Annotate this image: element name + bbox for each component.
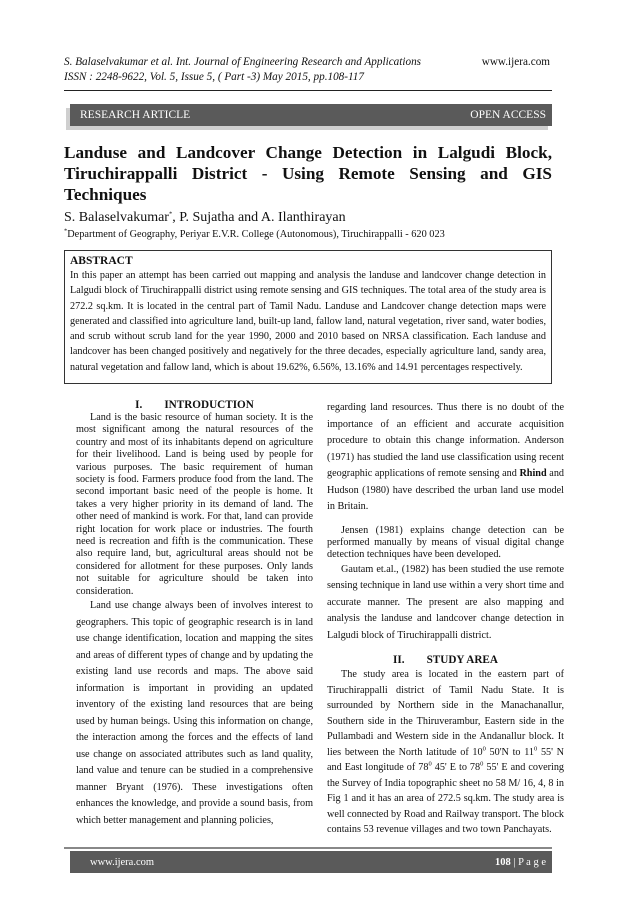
affiliation-mark: *: [64, 227, 68, 235]
introduction-heading: [76, 398, 313, 412]
cited-author-rhind: Rhind: [519, 468, 547, 479]
study-area-text-2: 50'N to 11: [489, 746, 534, 758]
article-type-banner: [70, 104, 552, 126]
paragraph-gap: [327, 516, 564, 525]
section-gap: [327, 644, 564, 653]
citation-line-2: ISSN : 2248-9622, Vol. 5, Issue 5, ( Part -3) May 2015, pp.108-117: [64, 71, 364, 83]
section-title: STUDY AREA: [426, 654, 498, 667]
page-number-value: 108: [495, 856, 511, 868]
study-area-heading: [327, 653, 564, 667]
degree-mark: 0: [428, 760, 432, 768]
intro-paragraph-4: Jensen (1981) explains change detection can be performed manually by means of visual digital change detection techniques have been developed.: [327, 524, 564, 561]
open-access-label: OPEN ACCESS: [470, 109, 546, 121]
left-column: [76, 398, 313, 829]
first-author: S. Balaselvakumar: [64, 210, 169, 225]
page-footer: [70, 851, 552, 873]
abstract-text: In this paper an attempt has been carried out mapping and analysis the landuse and landcover change detection in Lalgudi block of Tiruchirappalli district using remote sensing and GIS techniques. The total area of the study area is 272.2 sq.km. It is located in the central part of Tamil Nadu. Landuse and Landcover change detection maps were generated and classified into agriculture land, built-up land, fallow land, natural vegetation, river sand, water bodies, and scrub without scrub land for the year 1990, 2000 and 2010 based on NRSA classification. Each landuse and landcover has been changed positively and negatively for the three decades, especially agriculture land, sandy area, natural vegetation and fallow land, which is about 19.62%, 6.56%, 13.16% and 14.91 percentages respectively.: [70, 270, 546, 373]
paper-title: Landuse and Landcover Change Detection in Lalgudi Block, Tiruchirappalli District - Using Remote Sensing and GIS Techniques: [64, 143, 552, 204]
intro-paragraph-5: Gautam et.al., (1982) has been studied the use remote sensing technique in land use within a very short time and accurate manner. The present are also mapping and analysis the landuse and landcover change detection in Lalgudi block of Tiruchirappalli district.: [327, 563, 564, 641]
affiliation: [64, 229, 445, 240]
page-label: | P a g e: [513, 856, 546, 868]
study-area-text-5: 55' E and covering the Survey of India topographic sheet no 58 M/ 16, 4, 8 in Fig 1 and it has an area of 272.5 sq.km. The study area is well connected by Road and Railway transport. The block contains 53 revenue villages and two town Panchayats.: [327, 762, 565, 836]
intro-paragraph-3-end: and Hudson (1980) have described the urban land use model in Britain.: [327, 468, 565, 512]
intro-paragraph-3-start: regarding land resources. Thus there is no doubt of the importance of an efficient and accurate acquisition procedure to obtain this change information. Anderson (1971) has studied the land use classification using recent geographic applications of remote sensing and: [327, 402, 564, 479]
affiliation-text: Department of Geography, Periyar E.V.R. College (Autonomous), Tiruchirappalli - 620 023: [67, 229, 445, 240]
author-list: [64, 210, 346, 226]
footer-divider: [64, 847, 552, 849]
other-authors: , P. Sujatha and A. Ilanthirayan: [172, 210, 346, 225]
research-article-label: RESEARCH ARTICLE: [80, 109, 191, 121]
intro-paragraph-1: Land is the basic resource of human society. It is the most significant among the natural resources of the country and most of its inhabitants depend on agriculture for their livelihood. Land is being used by people for various purposes. The basic requirement of human society is food. Farmers produce food from the land. The second important basic need of the people is home. It takes a very higher priority in its demand of land. The other need of mankind is work. For that, land can provide right location for work place or industries. The fourth need is recreation and fifth is the communication. These also require land, but, agricultural areas should not be considered for allotment for these purposes. Only lands not suitable for agriculture should be taken into consideration.: [76, 412, 313, 597]
abstract-box: [64, 250, 552, 384]
degree-mark: 0: [534, 745, 538, 753]
right-column: [327, 400, 564, 838]
section-number: I.: [135, 399, 143, 411]
study-area-text-1: The study area is located in the eastern part of Tiruchirappalli district of Tamil Nadu State. It is surrounded by Northern side in the Manachanallur, Southern side in the Thiruverambur, Eastern side in the Pullambadi and Western side in the Andanallur block. It lies between the North latitude of 10: [327, 669, 564, 758]
page-number: [495, 857, 546, 868]
section-number: II.: [393, 654, 405, 667]
study-area-paragraph: [327, 667, 564, 838]
study-area-text-4: 45' E to 78: [434, 762, 481, 774]
citation-line-1: S. Balaselvakumar et al. Int. Journal of Engineering Research and Applications: [64, 56, 422, 68]
degree-mark: 0: [480, 760, 484, 768]
footer-website-link[interactable]: www.ijera.com: [90, 856, 155, 868]
abstract-heading: ABSTRACT: [70, 255, 133, 267]
author-affiliation-mark: *: [168, 210, 173, 218]
intro-paragraph-2: Land use change always been of involves interest to geographers. This topic of geographic research is in land use change identification, location and mapping the sites and areas of different types of change and by updating the existing land use records and maps. The above said information is important in providing an updated inventory of the existing land resources that are being used by human beings. Using this information on change, the interaction among the forces and the effects of land use change on associated attributes such as land quality, land value and tenure can be studied in a comprehensive manner Bryant (1976). These investigations often enhances the knowledge, and provide a sound basis, from which better management and planning policies,: [76, 600, 313, 826]
study-area-text-3: 55' N and East longitude of 78: [327, 746, 564, 774]
header-website-link[interactable]: www.ijera.com: [481, 56, 550, 68]
header-divider: [64, 90, 552, 91]
degree-mark: 0: [482, 745, 486, 753]
section-title: INTRODUCTION: [164, 399, 254, 411]
running-header: [64, 55, 550, 85]
intro-paragraph-3: [327, 400, 564, 516]
